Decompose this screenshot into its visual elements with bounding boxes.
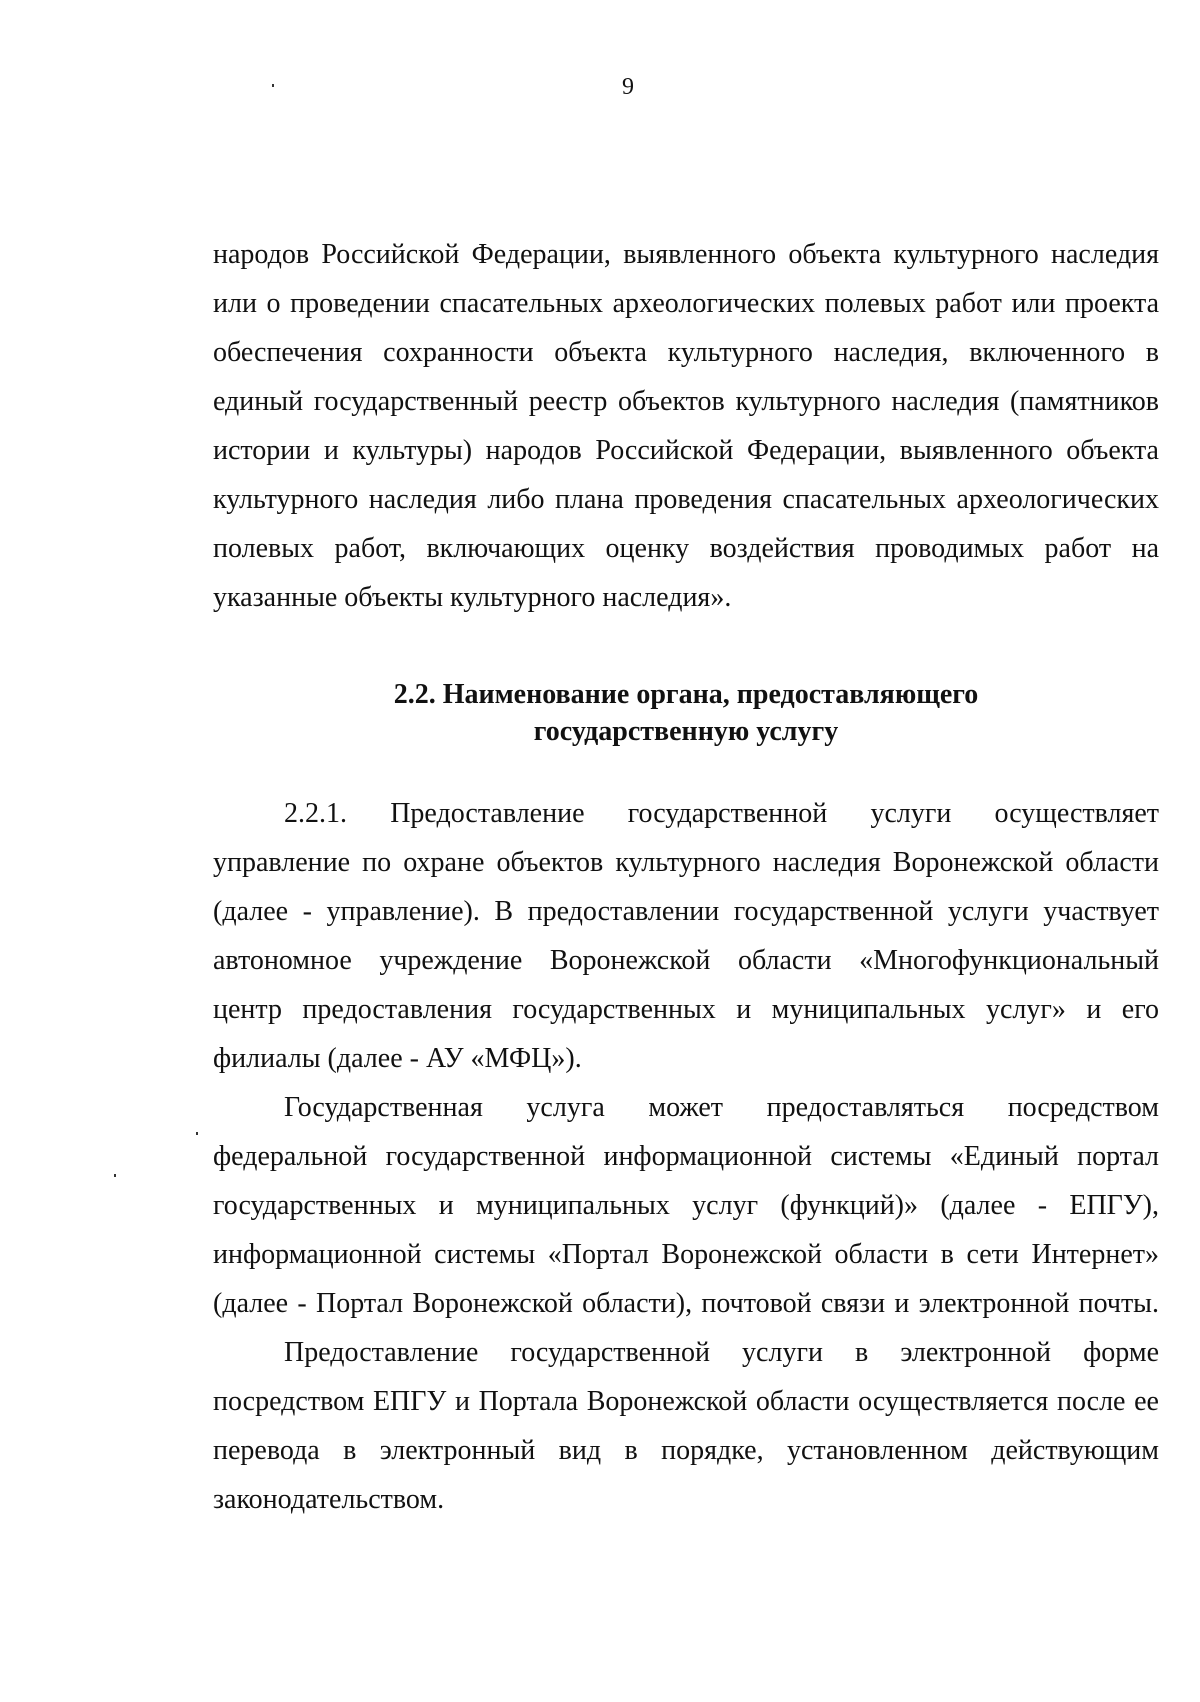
text-line: автономное учреждение Воронежской области «Многофункциональный (213, 945, 1159, 976)
text-line: народов Российской Федерации, выявленного объекта культурного наследия (213, 239, 1159, 270)
text-line: государственных и муниципальных услуг (функций)» (далее - ЕПГУ), (213, 1190, 1159, 1221)
scan-speck (196, 1132, 198, 1135)
text-line: Предоставление государственной услуги в электронной форме (284, 1337, 1159, 1368)
paragraph-2-2-1 (213, 789, 1159, 1083)
text-line: Государственная услуга может предоставляться посредством (284, 1092, 1159, 1123)
text-line: (далее - Портал Воронежской области), почтовой связи и электронной почты. (213, 1288, 1159, 1319)
text-line: истории и культуры) народов Российской Федерации, выявленного объекта (213, 435, 1159, 466)
text-line: центр предоставления государственных и муниципальных услуг» и его (213, 994, 1159, 1025)
text-line: управление по охране объектов культурного наследия Воронежской области (213, 847, 1159, 878)
text-line: или о проведении спасательных археологических полевых работ или проекта (213, 288, 1159, 319)
text-line: единый государственный реестр объектов культурного наследия (памятников (213, 386, 1159, 417)
text-line: 2.2.1. Предоставление государственной услуги осуществляет (284, 798, 1159, 829)
text-line: указанные объекты культурного наследия». (213, 582, 732, 613)
text-line: филиалы (далее - АУ «МФЦ»). (213, 1043, 582, 1074)
text-line: федеральной государственной информационной системы «Единый портал (213, 1141, 1159, 1172)
text-line: законодательством. (213, 1484, 445, 1515)
text-line: информационной системы «Портал Воронежской области в сети Интернет» (213, 1239, 1159, 1270)
section-heading-line: 2.2. Наименование органа, предоставляющего (393, 679, 979, 710)
text-line: обеспечения сохранности объекта культурного наследия, включенного в (213, 337, 1159, 368)
text-line: посредством ЕПГУ и Портала Воронежской области осуществляется после ее (213, 1386, 1159, 1417)
scan-speck (114, 1174, 116, 1177)
paragraph-epgu (213, 1083, 1159, 1328)
paragraph-electronic-form (213, 1328, 1159, 1524)
text-line: (далее - управление). В предоставлении государственной услуги участвует (213, 896, 1159, 927)
section-heading (213, 676, 1159, 750)
section-heading-line: государственную услугу (533, 716, 839, 747)
text-line: культурного наследия либо плана проведения спасательных археологических (213, 484, 1159, 515)
page-number: 9 (622, 74, 634, 100)
text-line: перевода в электронный вид в порядке, установленном действующим (213, 1435, 1159, 1466)
text-line: полевых работ, включающих оценку воздействия проводимых работ на (213, 533, 1159, 564)
paragraph-continuation (213, 230, 1159, 622)
